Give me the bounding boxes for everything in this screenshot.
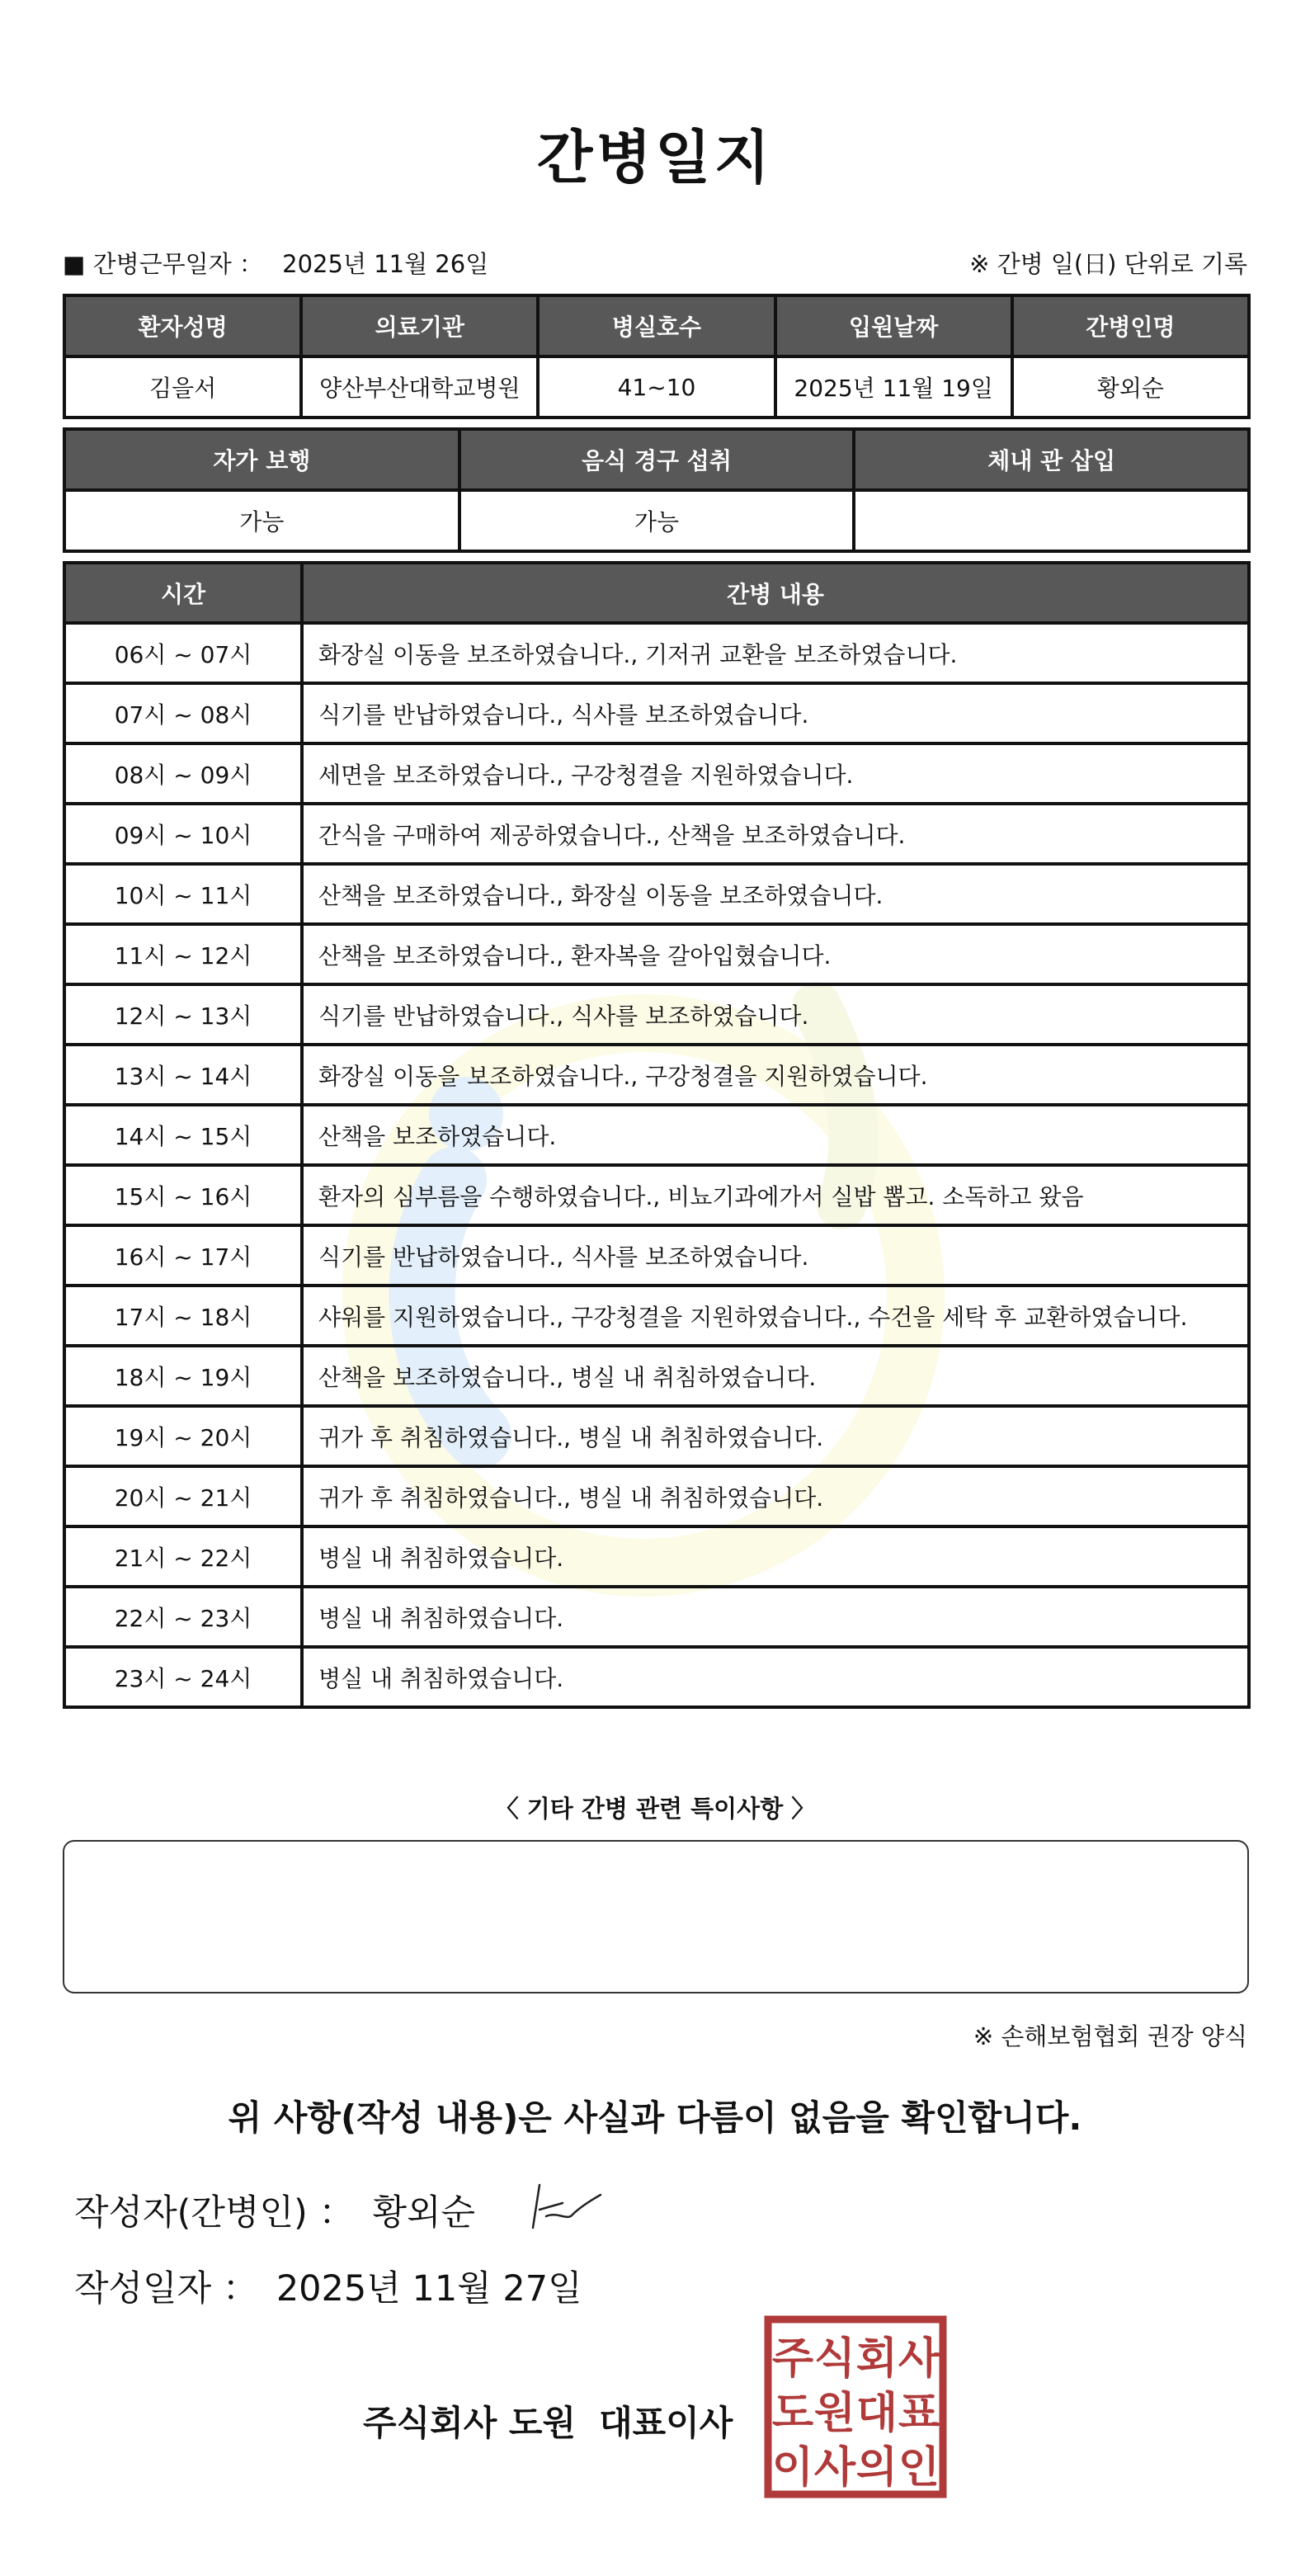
header-tube-insertion: 체내 관 삽입 xyxy=(854,429,1249,490)
seal-glyph: 의 xyxy=(855,2443,898,2493)
company-seal-stamp xyxy=(764,2315,947,2498)
care-log-row xyxy=(64,1346,1249,1406)
care-log-row xyxy=(64,1045,1249,1105)
header-oral-intake: 음식 경구 섭취 xyxy=(459,429,855,490)
company-line xyxy=(363,2396,733,2446)
care-content: 화장실 이동을 보조하였습니다., 기저귀 교환을 보조하였습니다. xyxy=(302,623,1249,683)
page-title: 간병일지 xyxy=(536,124,774,191)
care-content: 병실 내 취침하였습니다. xyxy=(302,1526,1249,1587)
care-time: 22시 ~ 23시 xyxy=(64,1587,302,1647)
header-self-walking: 자가 보행 xyxy=(64,429,459,490)
care-log-row xyxy=(64,1587,1249,1647)
remarks-content xyxy=(64,1842,1247,1871)
header-room: 병실호수 xyxy=(538,295,775,356)
patient-info-table xyxy=(63,294,1251,419)
care-log-row xyxy=(64,984,1249,1045)
seal-glyph: 사 xyxy=(898,2334,940,2384)
seal-glyph: 도 xyxy=(771,2389,814,2438)
oral-intake-value: 가능 xyxy=(459,490,855,551)
care-time: 23시 ~ 24시 xyxy=(64,1647,302,1707)
header-time: 시간 xyxy=(64,563,302,623)
care-time: 11시 ~ 12시 xyxy=(64,924,302,984)
care-header-row xyxy=(64,563,1249,623)
care-content: 산책을 보조하였습니다., 화장실 이동을 보조하였습니다. xyxy=(302,864,1249,924)
care-time: 16시 ~ 17시 xyxy=(64,1225,302,1286)
seal-glyph: 주 xyxy=(771,2334,814,2384)
room-number: 41~10 xyxy=(538,356,775,418)
header-caregiver-name: 간병인명 xyxy=(1012,295,1249,356)
patient-status-table xyxy=(63,427,1251,553)
care-log-row xyxy=(64,1165,1249,1225)
header-patient-name: 환자성명 xyxy=(64,295,301,356)
care-content: 화장실 이동을 보조하였습니다., 구강청결을 지원하였습니다. xyxy=(302,1045,1249,1105)
care-content: 세면을 보조하였습니다., 구강청결을 지원하였습니다. xyxy=(302,743,1249,804)
confirmation-statement: 위 사항(작성 내용)은 사실과 다름이 없음을 확인합니다. xyxy=(228,2097,1082,2138)
written-date-value: 2025년 11월 27일 xyxy=(276,2268,582,2309)
seal-glyph: 회 xyxy=(855,2334,898,2384)
header-admission-date: 입원날짜 xyxy=(775,295,1012,356)
status-header-row xyxy=(64,429,1249,490)
care-log-row xyxy=(64,623,1249,683)
care-log-row xyxy=(64,1466,1249,1526)
care-time: 18시 ~ 19시 xyxy=(64,1346,302,1406)
care-content: 식기를 반납하였습니다., 식사를 보조하였습니다. xyxy=(302,1225,1249,1286)
seal-glyph: 원 xyxy=(813,2389,856,2438)
seal-glyph: 사 xyxy=(813,2443,856,2493)
admission-date: 2025년 11월 19일 xyxy=(775,356,1012,418)
form-note: ※ 손해보험협회 권장 양식 xyxy=(973,2022,1247,2050)
care-content: 식기를 반납하였습니다., 식사를 보조하였습니다. xyxy=(302,984,1249,1045)
remarks-title: 〈 기타 간병 관련 특이사항 〉 xyxy=(494,1795,816,1823)
care-content: 간식을 구매하여 제공하였습니다., 산책을 보조하였습니다. xyxy=(302,804,1249,864)
care-time: 09시 ~ 10시 xyxy=(64,804,302,864)
care-time: 14시 ~ 15시 xyxy=(64,1105,302,1165)
work-date-value: 2025년 11월 26일 xyxy=(282,250,489,278)
written-date-label: 작성일자 ： xyxy=(74,2268,258,2309)
care-log-row xyxy=(64,1647,1249,1707)
tube-insertion-value xyxy=(854,490,1249,551)
work-date-label: ■ 간병근무일자 ： xyxy=(63,250,263,278)
care-log-row xyxy=(64,924,1249,984)
care-log-row xyxy=(64,1105,1249,1165)
care-log-row xyxy=(64,743,1249,804)
care-time: 15시 ~ 16시 xyxy=(64,1165,302,1225)
remarks-box xyxy=(63,1840,1249,1993)
care-time: 07시 ~ 08시 xyxy=(64,683,302,743)
patient-value-row xyxy=(64,356,1249,418)
seal-glyph: 표 xyxy=(898,2389,940,2438)
hospital: 양산부산대학교병원 xyxy=(301,356,538,418)
care-time: 21시 ~ 22시 xyxy=(64,1526,302,1587)
signature-image xyxy=(521,2178,612,2236)
care-time: 13시 ~ 14시 xyxy=(64,1045,302,1105)
written-date-line xyxy=(74,2261,582,2311)
care-content: 귀가 후 취침하였습니다., 병실 내 취침하였습니다. xyxy=(302,1466,1249,1526)
care-content: 병실 내 취침하였습니다. xyxy=(302,1647,1249,1707)
writer-label: 작성자(간병인) ： xyxy=(74,2192,355,2234)
care-content: 환자의 심부름을 수행하였습니다., 비뇨기과에가서 실밥 뽑고. 소독하고 왔음 xyxy=(302,1165,1249,1225)
seal-glyph: 이 xyxy=(771,2443,814,2493)
care-log-row xyxy=(64,1225,1249,1286)
work-date xyxy=(63,246,488,280)
caregiver-name: 황외순 xyxy=(1012,356,1249,418)
company-role: 대표이사 xyxy=(599,2403,733,2443)
care-content: 산책을 보조하였습니다., 병실 내 취침하였습니다. xyxy=(302,1346,1249,1406)
care-time: 06시 ~ 07시 xyxy=(64,623,302,683)
care-content: 식기를 반납하였습니다., 식사를 보조하였습니다. xyxy=(302,683,1249,743)
status-value-row xyxy=(64,490,1249,551)
care-content: 산책을 보조하였습니다., 환자복을 갈아입혔습니다. xyxy=(302,924,1249,984)
care-time: 10시 ~ 11시 xyxy=(64,864,302,924)
care-content: 귀가 후 취침하였습니다., 병실 내 취침하였습니다. xyxy=(302,1406,1249,1466)
care-content: 샤워를 지원하였습니다., 구강청결을 지원하였습니다., 수건을 세탁 후 교환하였습니다. xyxy=(302,1286,1249,1346)
writer-name: 황외순 xyxy=(372,2192,476,2234)
care-log-row xyxy=(64,1406,1249,1466)
care-log-row xyxy=(64,1286,1249,1346)
care-time: 12시 ~ 13시 xyxy=(64,984,302,1045)
patient-name: 김을서 xyxy=(64,356,301,418)
care-time: 17시 ~ 18시 xyxy=(64,1286,302,1346)
care-log-table xyxy=(63,561,1251,1709)
seal-glyph: 대 xyxy=(855,2389,898,2438)
seal-glyph: 인 xyxy=(898,2443,940,2493)
care-time: 20시 ~ 21시 xyxy=(64,1466,302,1526)
header-hospital: 의료기관 xyxy=(301,295,538,356)
writer-line xyxy=(74,2185,475,2235)
care-log-row xyxy=(64,804,1249,864)
care-time: 08시 ~ 09시 xyxy=(64,743,302,804)
seal-glyph: 식 xyxy=(813,2334,856,2384)
care-log-row xyxy=(64,1526,1249,1587)
header-care-content: 간병 내용 xyxy=(302,563,1249,623)
record-note: ※ 간병 일(日) 단위로 기록 xyxy=(969,250,1247,278)
care-time: 19시 ~ 20시 xyxy=(64,1406,302,1466)
care-content: 병실 내 취침하였습니다. xyxy=(302,1587,1249,1647)
company-name: 주식회사 도원 xyxy=(363,2403,577,2443)
self-walking-value: 가능 xyxy=(64,490,459,551)
care-log-row xyxy=(64,683,1249,743)
care-log-row xyxy=(64,864,1249,924)
care-content: 산책을 보조하였습니다. xyxy=(302,1105,1249,1165)
patient-header-row xyxy=(64,295,1249,356)
